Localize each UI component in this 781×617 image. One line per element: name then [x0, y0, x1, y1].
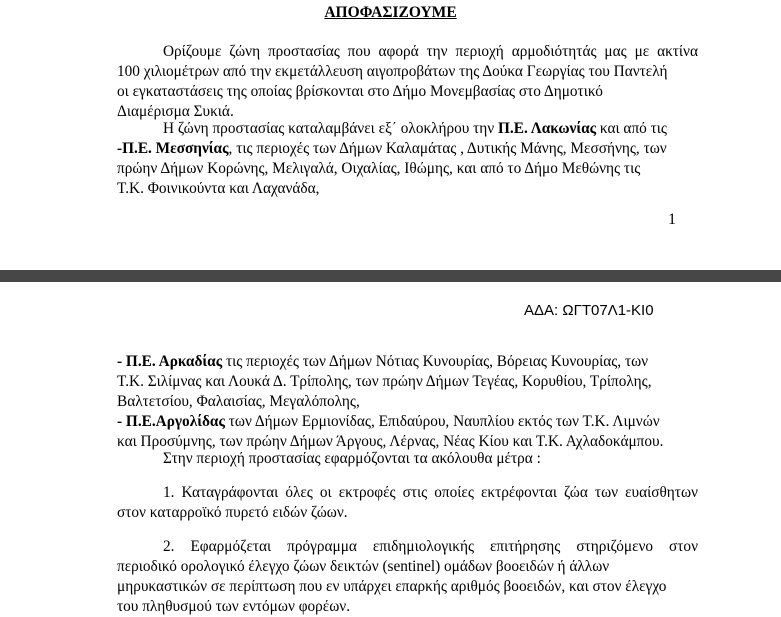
region-line: Τ.Κ. Σιλίμνας και Λουκά Δ. Τρίπολης, των πρώην Δήμων Τεγέας, Κορυθίου, Τρίπολης, [117, 373, 652, 390]
word: στηριζόμενο [576, 538, 654, 555]
word: Ορίζουμε [163, 43, 222, 60]
page-separator [0, 270, 781, 282]
region-line [117, 412, 660, 432]
word: 2. [163, 538, 175, 555]
document-page-2 [0, 282, 781, 613]
word: στον [669, 538, 698, 555]
word: επιτήρησης [490, 538, 561, 555]
word: οποίες [434, 484, 474, 501]
word: που [347, 43, 371, 60]
word: την [426, 43, 448, 60]
protection-zone-line: πρώην Δήμων Κορώνης, Μελιγαλά, Οιχαλίας, Ιθώμης, και από το Δήμο Μεθώνης τις [117, 160, 641, 177]
document-page-1 [0, 0, 781, 270]
word: όλες [285, 484, 313, 501]
text-span: τις περιοχές των Δήμων Νότιας Κυνουρίας, Βόρειας Κυνουρίας, των [222, 353, 649, 370]
word: εκτροφές [338, 484, 396, 501]
word: μας [604, 43, 627, 60]
protection-zone-line: Τ.Κ. Φοινικούντα και Λαχανάδα, [117, 180, 320, 197]
region-line: και Προσύμνης, των πρώην Δήμων Άργους, Λέρνας, Νέας Κίου και Τ.Κ. Αχλαδοκάμπου. [117, 433, 664, 450]
measure-item-2: μηρυκαστικών σε περίπτωση που εν υπάρχει επαρκής αριθμός βοοειδών, και στον έλεγχο [117, 578, 667, 595]
word: επιδημιολογικής [372, 538, 475, 555]
word: περιοχή [455, 43, 504, 60]
word: των [594, 484, 619, 501]
text-span: - [117, 413, 126, 430]
word: ευαίσθητων [625, 484, 698, 501]
text-span: και από τις [596, 120, 667, 137]
region-argolida: Π.Ε.Αργολίδας [125, 413, 225, 430]
measure-item-2: περιοδικό ορολογικό έλεγχο ζώων δεικτών (sentinel) ομάδων βοοειδών ή άλλων [117, 558, 610, 575]
text-span: Η ζώνη προστασίας καταλαμβάνει εξ΄ ολοκλήρου την [163, 120, 499, 137]
word: αρμοδιότητάς [511, 43, 597, 60]
word: ζώα [564, 484, 588, 501]
measure-item-2: του πληθυσμού των εντόμων φορέων. [117, 598, 351, 615]
measure-item-1: στον καταρροϊκό πυρετό ειδών ζώων. [117, 504, 348, 521]
paragraph-line: Διαμέρισμα Συκιά. [117, 103, 234, 120]
measures-intro: Στην περιοχή προστασίας εφαρμόζονται τα ακόλουθα μέτρα : [163, 450, 541, 467]
measure-item-1 [163, 483, 698, 503]
ada-code: ΑΔΑ: ΩΓΤ07Λ1-ΚΙ0 [524, 302, 654, 319]
word: με [634, 43, 650, 60]
region-line: Βαλτετσίου, Φαλαισίας, Μεγαλόπολης, [117, 393, 360, 410]
word: εκτρέφονται [480, 484, 557, 501]
region-messinia: -Π.Ε. Μεσσηνίας [117, 140, 229, 157]
word: ζώνη [229, 43, 261, 60]
protection-zone-line [117, 139, 667, 159]
text-span: των Δήμων Ερμιονίδας, Επιδαύρου, Ναυπλίου εκτός των Τ.Κ. Λιμνών [224, 413, 660, 430]
word: πρόγραμμα [287, 538, 357, 555]
text-span: - [117, 353, 126, 370]
word: Εφαρμόζεται [190, 538, 272, 555]
protection-zone-line [163, 119, 667, 139]
region-lakonia: Π.Ε. Λακωνίας [498, 120, 597, 137]
decision-heading: ΑΠΟΦΑΣΙΖΟΥΜΕ [324, 4, 457, 21]
word: οι [319, 484, 332, 501]
word: ακτίνα [657, 43, 698, 60]
page-number: 1 [668, 211, 676, 228]
measure-item-2 [163, 537, 698, 557]
paragraph-line [163, 42, 698, 62]
region-line [117, 352, 648, 372]
word: Καταγράφονται [181, 484, 279, 501]
word: 1. [163, 484, 175, 501]
region-arkadia: Π.Ε. Αρκαδίας [125, 353, 223, 370]
text-span: , τις περιοχές των Δήμων Καλαμάτας , Δυτικής Μάνης, Μεσσήνης, των [228, 140, 667, 157]
word: προστασίας [267, 43, 340, 60]
paragraph-line: 100 χιλιομέτρων από την εκμετάλλευση αιγοπροβάτων της Δούκα Γεωργίας του Παντελή [117, 63, 668, 80]
paragraph-line: οι εγκαταστάσεις της οποίας βρίσκονται στο Δήμο Μονεμβασίας στο Δημοτικό [117, 83, 603, 100]
word: στις [402, 484, 428, 501]
word: αφορά [378, 43, 419, 60]
